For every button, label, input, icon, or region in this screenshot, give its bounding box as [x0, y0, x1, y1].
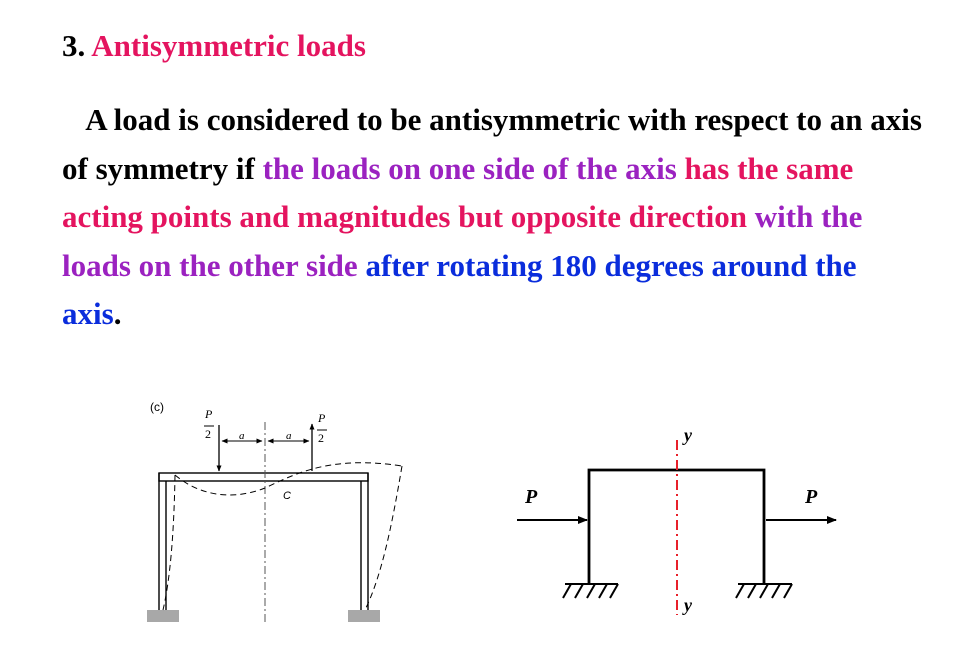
left-fixed-support	[563, 584, 618, 598]
panel-label: (c)	[150, 400, 164, 414]
heading-number: 3.	[62, 28, 86, 63]
load-left-numerator: P	[205, 407, 213, 421]
axis-label-bottom: y	[684, 595, 692, 615]
para-part-5: after rotating 180 degrees around the axis	[62, 247, 857, 331]
deflected-right-column	[365, 466, 402, 610]
center-label: C	[283, 490, 291, 502]
left-support-block	[147, 610, 179, 622]
heading-title: Antisymmetric loads	[91, 28, 366, 63]
dim-label-left: a	[239, 430, 245, 442]
para-part-3: has the same acting points and magnitudes but opposite direction	[62, 150, 854, 234]
load-right-label: P	[805, 486, 818, 508]
load-left-denominator: 2	[205, 427, 211, 441]
para-part-2: the loads on one side of the axis	[262, 150, 685, 186]
load-left-label: P	[525, 486, 538, 508]
dim-label-right: a	[286, 430, 292, 442]
deflected-left-column	[163, 475, 175, 610]
right-support-block	[348, 610, 380, 622]
antisymmetric-frame-figure-c	[147, 400, 402, 625]
beam-c	[159, 473, 368, 481]
para-part-4: with the loads on the other side	[62, 199, 863, 283]
antisymmetric-frame-figure-right	[517, 425, 836, 615]
para-part-6: .	[113, 296, 122, 331]
frame-c	[159, 473, 368, 610]
load-right-denominator: 2	[318, 431, 324, 445]
para-part-1: A load is considered to be antisymmetric with respect to an axis of symmetry if	[62, 102, 922, 186]
load-right-numerator: P	[318, 411, 326, 425]
axis-label-top: y	[684, 425, 692, 445]
right-fixed-support	[736, 584, 792, 598]
